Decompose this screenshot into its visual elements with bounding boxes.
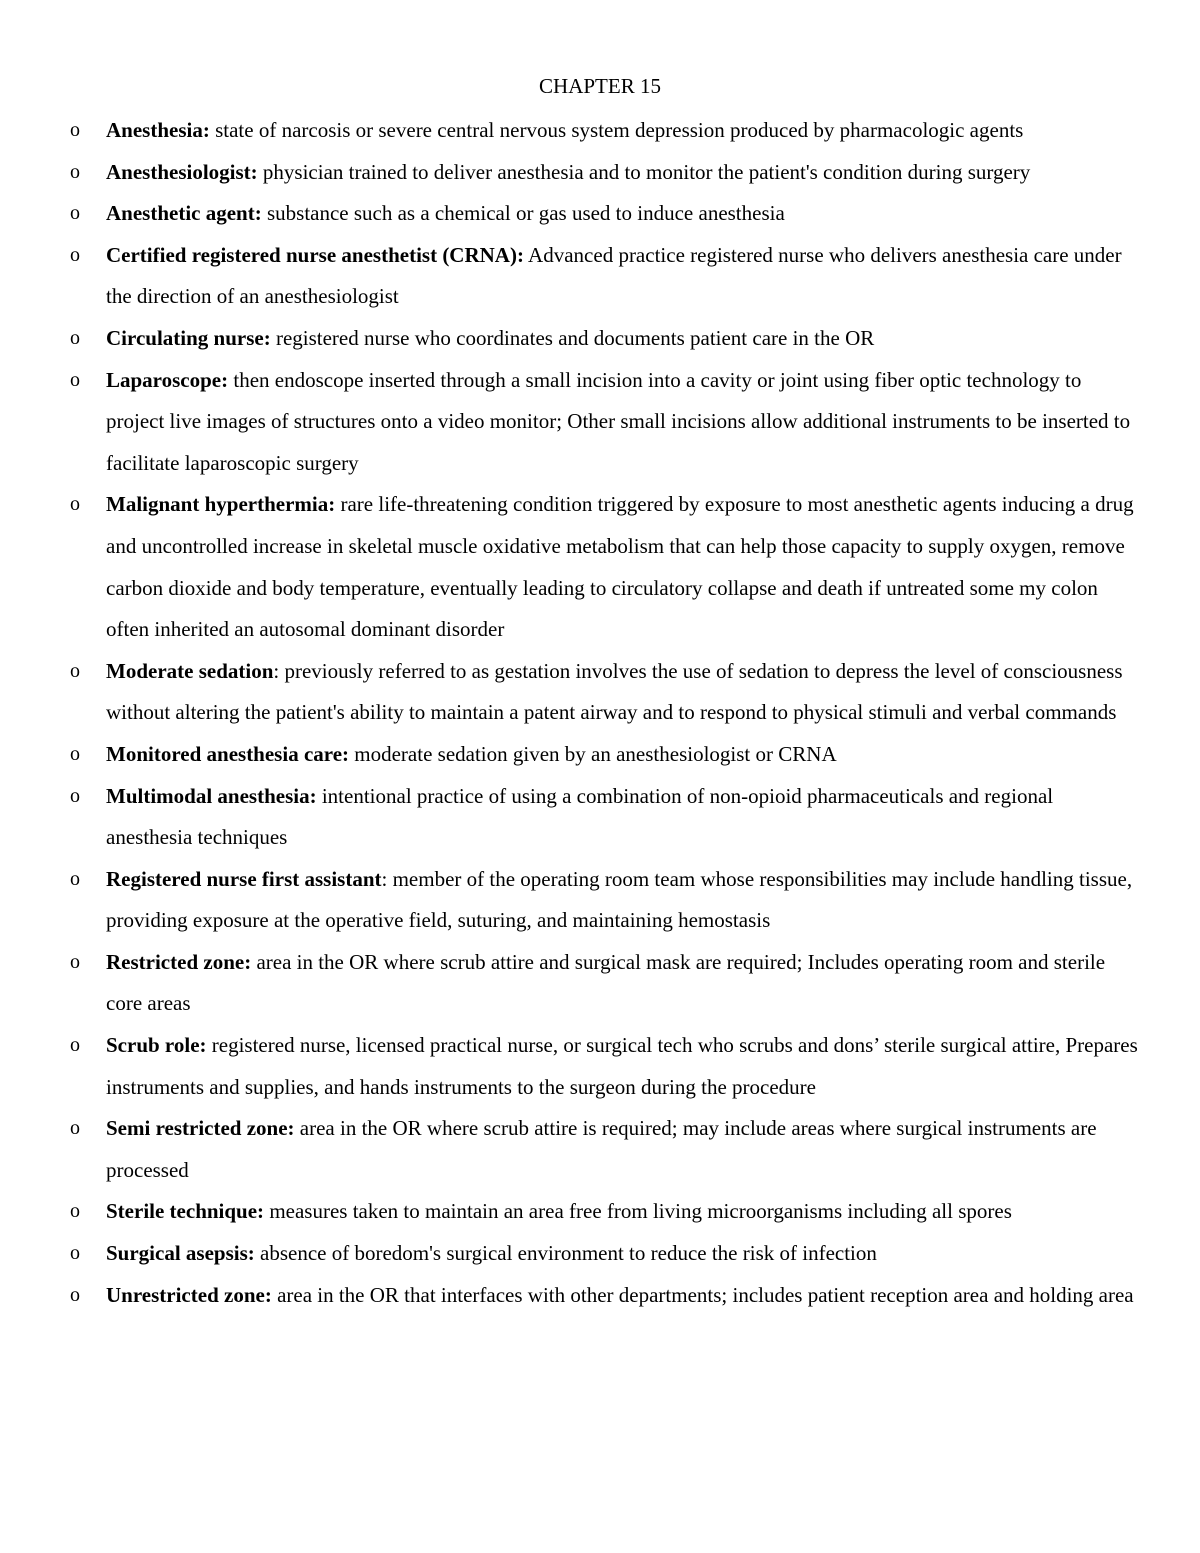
bullet-icon: o: [70, 659, 80, 682]
glossary-definition: : member of the operating room team whose responsibilities may include handling tissue, providing exposure at the operative field, suturing, and maintaining hemostasis: [106, 866, 1133, 933]
glossary-term: Restricted zone:: [106, 949, 252, 974]
glossary-item: [0, 942, 1200, 1025]
glossary-definition: area in the OR that interfaces with other departments; includes patient reception area and holding area: [271, 1282, 1134, 1307]
glossary-term: Certified registered nurse anesthetist (CRNA):: [106, 242, 524, 267]
glossary-term: Sterile technique:: [106, 1199, 265, 1224]
glossary-definition: substance such as a chemical or gas used to induce anesthesia: [261, 201, 785, 226]
glossary-item: [0, 110, 1200, 152]
glossary-item: [0, 235, 1200, 318]
glossary-definition: measures taken to maintain an area free from living microorganisms including all spores: [264, 1199, 1012, 1224]
bullet-icon: o: [70, 1242, 80, 1265]
glossary-term: Malignant hyperthermia:: [106, 492, 336, 517]
glossary-item: [0, 1191, 1200, 1233]
bullet-icon: o: [70, 160, 80, 183]
bullet-icon: o: [70, 784, 80, 807]
glossary-definition: state of narcosis or severe central nervous system depression produced by pharmacologic agents: [209, 118, 1024, 142]
glossary-definition: : previously referred to as gestation involves the use of sedation to depress the level of consciousness without altering the patient's ability to maintain a patent airway and to respond to physical stimuli and verbal commands: [106, 658, 1123, 725]
glossary-item: [0, 1233, 1200, 1275]
glossary-item: [0, 360, 1200, 485]
glossary-term: Multimodal anesthesia:: [106, 783, 317, 808]
bullet-icon: o: [70, 1200, 80, 1223]
glossary-definition: physician trained to deliver anesthesia and to monitor the patient's condition during surgery: [257, 159, 1031, 184]
glossary-list: [0, 110, 1200, 1316]
glossary-item: [0, 859, 1200, 942]
glossary-definition: intentional practice of using a combination of non-opioid pharmaceuticals and regional anesthesia techniques: [106, 783, 1054, 850]
glossary-item: [0, 484, 1200, 650]
glossary-definition: absence of boredom's surgical environment to reduce the risk of infection: [254, 1241, 877, 1266]
bullet-icon: o: [70, 1283, 80, 1306]
glossary-item: [0, 1275, 1200, 1317]
glossary-term: Anesthesiologist:: [106, 159, 258, 184]
chapter-title: CHAPTER 15: [539, 74, 661, 98]
glossary-item: [0, 1108, 1200, 1191]
bullet-icon: o: [70, 1117, 80, 1140]
bullet-icon: o: [70, 950, 80, 973]
glossary-definition: rare life-threatening condition triggered by exposure to most anesthetic agents inducing a drug and uncontrolled increase in skeletal muscle oxidative metabolism that can help those capacity to supply oxygen, remove carbon dioxide and body temperature, eventually leading to circulatory collapse and death if untreated some my colon often inherited an autosomal dominant disorder: [106, 492, 1134, 642]
glossary-term: Unrestricted zone:: [106, 1282, 272, 1307]
glossary-definition: then endoscope inserted through a small incision into a cavity or joint using fiber optic technology to project live images of structures onto a video monitor; Other small incisions allow additional instruments to be inserted to facilitate laparoscopic surgery: [106, 367, 1131, 475]
glossary-definition: Advanced practice registered nurse who delivers anesthesia care under the direction of an anesthesiologist: [106, 242, 1122, 309]
glossary-term: Laparoscope:: [106, 367, 229, 392]
glossary-item: [0, 193, 1200, 235]
bullet-icon: o: [70, 867, 80, 890]
glossary-term: Surgical asepsis:: [106, 1241, 255, 1266]
bullet-icon: o: [70, 1034, 80, 1057]
glossary-item: [0, 318, 1200, 360]
glossary-definition: area in the OR where scrub attire and surgical mask are required; Includes operating room and sterile core areas: [106, 949, 1106, 1016]
glossary-term: Scrub role:: [106, 1033, 207, 1058]
glossary-term: Monitored anesthesia care:: [106, 741, 350, 766]
bullet-icon: o: [70, 368, 80, 391]
glossary-term: Anesthetic agent:: [106, 201, 262, 226]
bullet-icon: o: [70, 326, 80, 349]
bullet-icon: o: [70, 202, 80, 225]
bullet-icon: o: [70, 742, 80, 765]
glossary-term: Anesthesia:: [106, 118, 210, 142]
glossary-term: Moderate sedation: [106, 658, 274, 683]
bullet-icon: o: [70, 243, 80, 266]
glossary-definition: registered nurse who coordinates and documents patient care in the OR: [270, 325, 875, 350]
bullet-icon: o: [70, 119, 80, 141]
glossary-item: [0, 152, 1200, 194]
glossary-definition: moderate sedation given by an anesthesiologist or CRNA: [349, 741, 837, 766]
glossary-item: [0, 651, 1200, 734]
glossary-definition: registered nurse, licensed practical nurse, or surgical tech who scrubs and dons’ sterile surgical attire, Prepares instruments and supplies, and hands instruments to the surgeon during the procedure: [106, 1033, 1138, 1099]
glossary-term: Semi restricted zone:: [106, 1116, 295, 1141]
glossary-term: Circulating nurse:: [106, 325, 271, 350]
glossary-item: [0, 734, 1200, 776]
glossary-term: Registered nurse first assistant: [106, 866, 382, 891]
glossary-item: [0, 1025, 1200, 1108]
glossary-item: [0, 776, 1200, 859]
glossary-definition: area in the OR where scrub attire is required; may include areas where surgical instruments are processed: [106, 1116, 1097, 1182]
bullet-icon: o: [70, 493, 80, 516]
